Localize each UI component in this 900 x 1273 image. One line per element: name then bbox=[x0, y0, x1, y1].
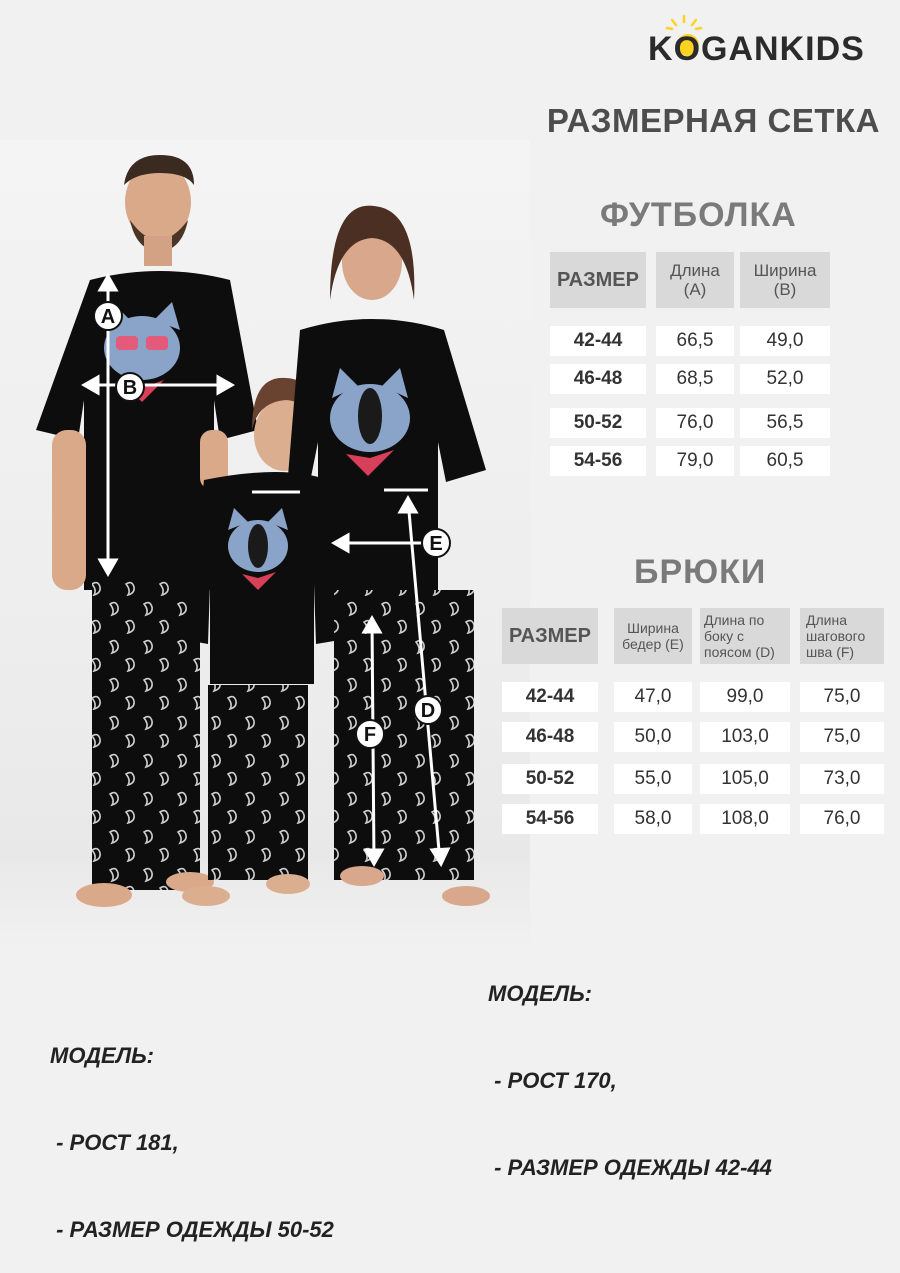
models-illustration bbox=[0, 140, 530, 950]
pants-header-size: РАЗМЕР bbox=[502, 608, 598, 664]
marker-d bbox=[414, 696, 442, 724]
marker-b bbox=[116, 373, 144, 401]
tshirt-width-cell: 56,5 bbox=[740, 408, 830, 438]
pants-inseam-cell: 76,0 bbox=[800, 804, 884, 834]
pants-header-hip-line2: бедер (Е) bbox=[622, 636, 684, 652]
tshirt-header-length bbox=[656, 252, 734, 308]
tshirt-title: ФУТБОЛКА bbox=[600, 196, 797, 234]
pants-hip-cell: 55,0 bbox=[614, 764, 692, 794]
marker-a bbox=[94, 302, 122, 330]
pants-hip-cell: 47,0 bbox=[614, 682, 692, 712]
pants-header-inseam-line2: шагового bbox=[806, 628, 866, 644]
marker-f bbox=[356, 720, 384, 748]
brand-logo bbox=[648, 30, 865, 69]
pants-header-hip bbox=[614, 608, 692, 664]
pants-inseam-cell: 73,0 bbox=[800, 764, 884, 794]
tshirt-length-cell: 79,0 bbox=[656, 446, 734, 476]
pants-side-cell: 103,0 bbox=[700, 722, 790, 752]
tshirt-header-width-line2: (В) bbox=[773, 280, 797, 299]
pants-header-inseam-line3: шва (F) bbox=[806, 644, 855, 660]
sun-rays-icon bbox=[666, 14, 702, 30]
tshirt-length-cell: 66,5 bbox=[656, 326, 734, 356]
logo-letter-k: K bbox=[648, 30, 674, 68]
pants-side-cell: 108,0 bbox=[700, 804, 790, 834]
pants-side-cell: 105,0 bbox=[700, 764, 790, 794]
pants-size-cell: 54-56 bbox=[502, 804, 598, 834]
tshirt-header-length-line2: (А) bbox=[683, 280, 707, 299]
logo-rest: GANKIDS bbox=[701, 30, 865, 68]
tshirt-size-cell: 42-44 bbox=[550, 326, 646, 356]
tshirt-size-cell: 54-56 bbox=[550, 446, 646, 476]
female-model-caption-line3: - РАЗМЕР ОДЕЖДЫ 42-44 bbox=[488, 1155, 772, 1180]
pants-size-cell: 46-48 bbox=[502, 722, 598, 752]
tshirt-header-size: РАЗМЕР bbox=[550, 252, 646, 308]
tshirt-size-cell: 50-52 bbox=[550, 408, 646, 438]
pants-header-inseam bbox=[800, 608, 884, 664]
tshirt-header-width-line1: Ширина bbox=[753, 261, 817, 280]
pants-header-side bbox=[700, 608, 790, 664]
pants-hip-cell: 58,0 bbox=[614, 804, 692, 834]
tshirt-length-cell: 68,5 bbox=[656, 364, 734, 394]
pants-title: БРЮКИ bbox=[634, 553, 767, 591]
marker-d-label: D bbox=[420, 700, 436, 722]
female-model-caption bbox=[488, 921, 772, 1211]
female-model-caption-line2: - РОСТ 170, bbox=[488, 1068, 617, 1093]
pants-header-side-line3: поясом (D) bbox=[704, 644, 775, 660]
pants-size-cell: 42-44 bbox=[502, 682, 598, 712]
tshirt-width-cell: 52,0 bbox=[740, 364, 830, 394]
female-model-caption-line1: МОДЕЛЬ: bbox=[488, 981, 592, 1006]
page-title: РАЗМЕРНАЯ СЕТКА bbox=[546, 102, 880, 139]
male-model-caption-line3: - РАЗМЕР ОДЕЖДЫ 50-52 bbox=[50, 1217, 334, 1242]
marker-e bbox=[422, 529, 450, 557]
pants-inseam-cell: 75,0 bbox=[800, 682, 884, 712]
pants-header-side-line1: Длина по bbox=[704, 612, 765, 628]
marker-e-label: E bbox=[429, 533, 443, 555]
pants-size-cell: 50-52 bbox=[502, 764, 598, 794]
tshirt-width-cell: 60,5 bbox=[740, 446, 830, 476]
pants-hip-cell: 50,0 bbox=[614, 722, 692, 752]
tshirt-header-length-line1: Длина bbox=[670, 261, 720, 280]
marker-b-label: B bbox=[122, 377, 138, 399]
pants-side-cell: 99,0 bbox=[700, 682, 790, 712]
female-model bbox=[288, 206, 490, 906]
pants-header-hip-line1: Ширина bbox=[627, 620, 679, 636]
pants-header-inseam-line1: Длина bbox=[806, 612, 847, 628]
pants-inseam-cell: 75,0 bbox=[800, 722, 884, 752]
male-model-caption bbox=[50, 983, 334, 1273]
tshirt-header-width bbox=[740, 252, 830, 308]
marker-a-label: A bbox=[100, 306, 116, 328]
tshirt-size-cell: 46-48 bbox=[550, 364, 646, 394]
male-model-caption-line2: - РОСТ 181, bbox=[50, 1130, 179, 1155]
tshirt-width-cell: 49,0 bbox=[740, 326, 830, 356]
male-model-caption-line1: МОДЕЛЬ: bbox=[50, 1043, 154, 1068]
pants-header-side-line2: боку с bbox=[704, 628, 744, 644]
marker-f-label: F bbox=[363, 724, 377, 746]
tshirt-length-cell: 76,0 bbox=[656, 408, 734, 438]
logo-letter-o: O bbox=[673, 30, 702, 68]
